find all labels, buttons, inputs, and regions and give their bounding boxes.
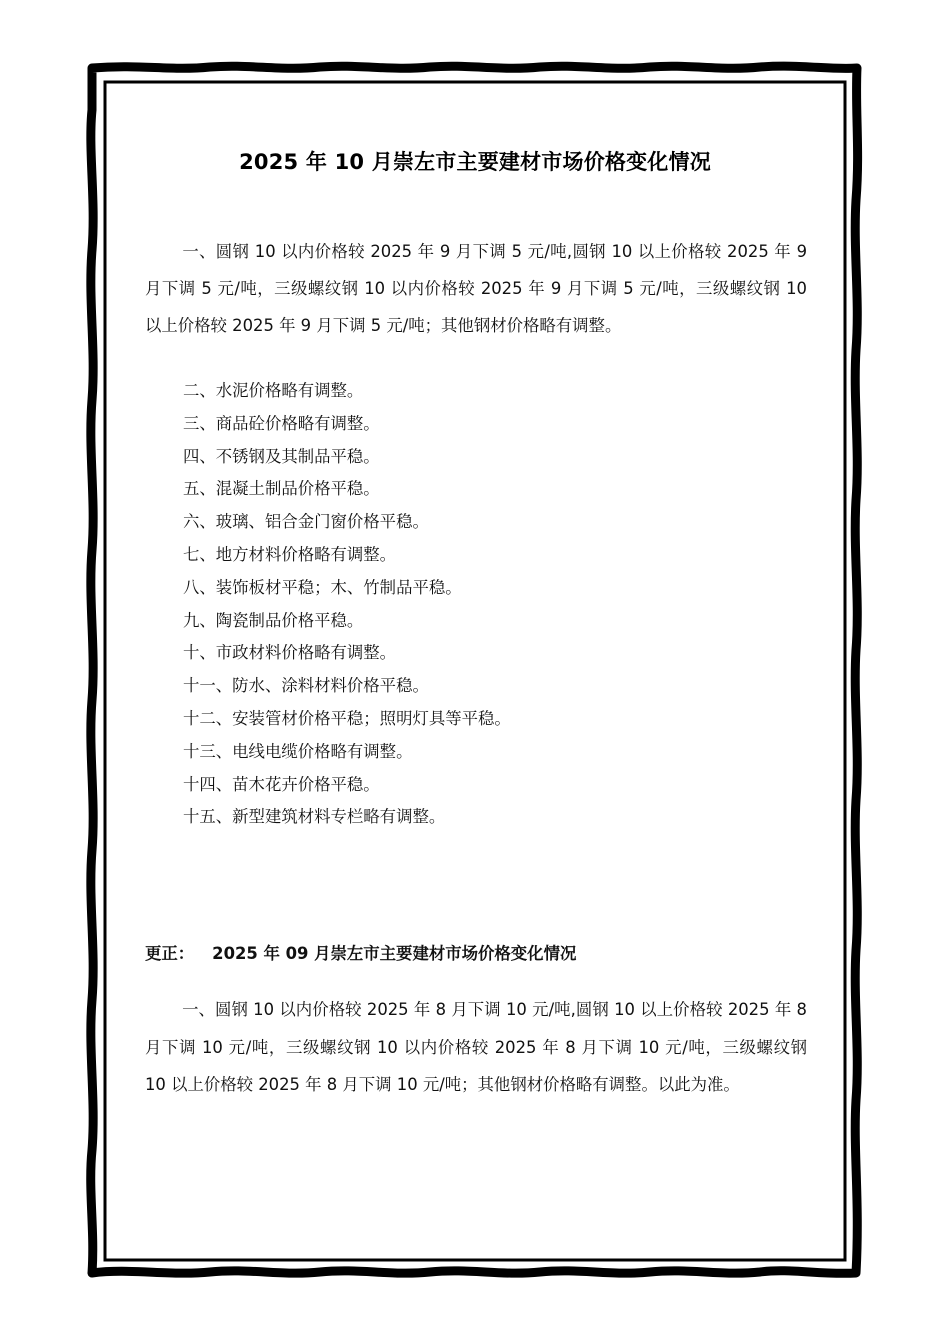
section-one-text: 一、圆钢 10 以内价格较 2025 年 9 月下调 5 元/吨,圆钢 10 以上价格较 2025 年 9 月下调 5 元/吨，三级螺纹钢 10 以内价格较 2025 年 9 月下调 5 元/吨，三级螺纹钢 10 以上价格较 2025 年 9 月下调 5 元/吨；其他钢材价格略有调整。: [145, 242, 807, 335]
correction-text: 一、圆钢 10 以内价格较 2025 年 8 月下调 10 元/吨,圆钢 10 以上价格较 2025 年 8 月下调 10 元/吨，三级螺纹钢 10 以内价格较 2025 年 8 月下调 10 元/吨，三级螺纹钢 10 以上价格较 2025 年 8 月下调 10 元/吨；其他钢材价格略有调整。以此为准。: [145, 1000, 807, 1094]
price-change-list: [183, 375, 511, 834]
correction-label: 更正：: [145, 944, 195, 963]
correction-paragraph: [145, 991, 807, 1104]
list-item: 七、地方材料价格略有调整。: [183, 544, 397, 564]
list-item: 四、不锈钢及其制品平稳。: [183, 446, 380, 466]
list-item: 八、装饰板材平稳；木、竹制品平稳。: [183, 577, 462, 597]
correction-title: 2025 年 09 月崇左市主要建材市场价格变化情况: [212, 944, 577, 963]
list-item: 六、玻璃、铝合金门窗价格平稳。: [183, 512, 429, 532]
list-item: 五、混凝土制品价格平稳。: [183, 479, 380, 499]
list-item: 十二、安装管材价格平稳；照明灯具等平稳。: [183, 708, 511, 728]
list-item: 十四、苗木花卉价格平稳。: [183, 774, 380, 794]
section-one-paragraph: [145, 233, 807, 344]
list-item: 九、陶瓷制品价格平稳。: [183, 610, 364, 630]
list-item: 十三、电线电缆价格略有调整。: [183, 741, 413, 761]
list-item: 二、水泥价格略有调整。: [183, 381, 364, 400]
list-item: 十五、新型建筑材料专栏略有调整。: [183, 807, 446, 827]
document-title: 2025 年 10 月崇左市主要建材市场价格变化情况: [239, 150, 711, 174]
correction-heading: [145, 940, 576, 964]
list-item: 十、市政材料价格略有调整。: [183, 643, 397, 663]
list-item: 三、商品砼价格略有调整。: [183, 413, 380, 433]
list-item: 十一、防水、涂料材料价格平稳。: [183, 676, 429, 696]
